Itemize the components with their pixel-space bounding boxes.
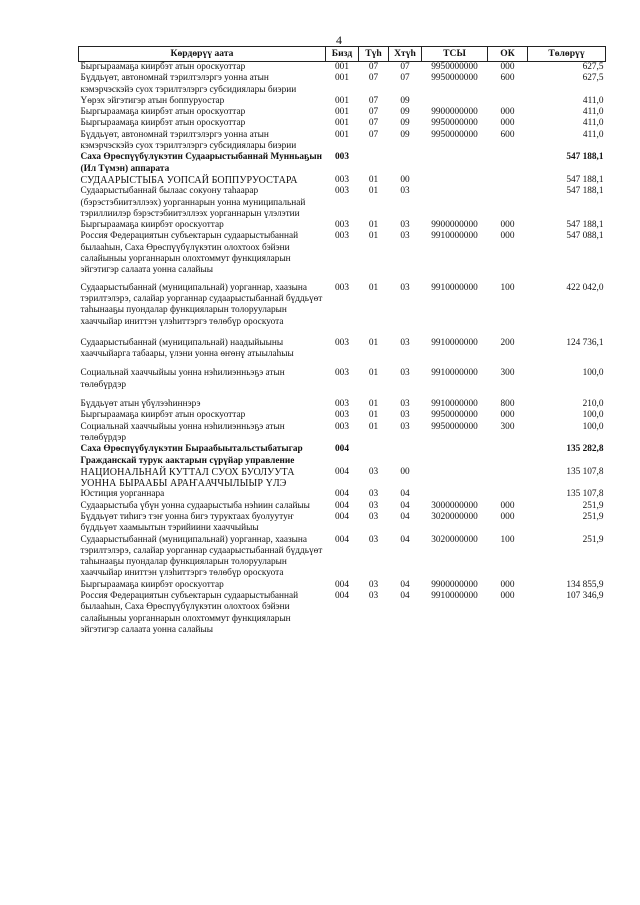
row-amount: 547 188,1 <box>566 186 604 197</box>
table-row <box>79 283 606 338</box>
row-bizd: 003 <box>335 152 349 163</box>
row-bizd: 003 <box>335 421 349 432</box>
row-tsy: 9910000000 <box>431 591 478 602</box>
row-tsy: 9910000000 <box>431 337 478 348</box>
row-ok <box>488 467 528 490</box>
row-htyh: 04 <box>400 579 410 590</box>
row-htyh: 00 <box>400 174 410 185</box>
row-amount: 422 042,0 <box>566 282 604 293</box>
row-name: Судаарыстыбаннай (муниципальнай) уорганнар, хаазына тэрилтэлэрэ, салайар уорганнар судаарыстыбаннай бүддьүөт таһынааҕы пуондалар функцияларын толорууларын хааччыйар иниттэн үлэһиттэргэ төлөбүр ороскуота <box>80 534 323 579</box>
row-name: Россия Федерациятын субъектарын судаарыстыбаннай былааһын, Саха Өрөспүүбүлүкэтин олохтоох бэйэни салайыныы уорганнарын олохтоммут функцияларын эйгэтигэр салаата уонна салайыы <box>80 231 299 276</box>
row-name: Саха Өрөспүүбүлүкэтин Быраабыытальстыбатыгар Гражданскай турук аактарын сүрүйар управление <box>80 444 303 466</box>
row-htyh: 03 <box>400 220 410 231</box>
row-htyh: 04 <box>400 500 410 511</box>
row-htyh: 03 <box>400 421 410 432</box>
row-tsy: 3020000000 <box>431 534 478 545</box>
row-htyh: 09 <box>400 118 410 129</box>
row-amount: 251,9 <box>582 534 604 545</box>
row-tyh: 01 <box>368 337 379 348</box>
row-amount: 547 188,1 <box>566 220 604 231</box>
row-bizd: 003 <box>335 174 349 185</box>
row-bizd: 003 <box>335 410 349 421</box>
row-amount: 411,0 <box>582 107 604 118</box>
row-name: Быргыраамаҕа киирбэт ороскуоттар <box>80 579 224 590</box>
row-tsy <box>422 152 488 175</box>
row-bizd: 001 <box>335 95 349 106</box>
row-htyh: 03 <box>400 399 410 410</box>
table-row <box>79 467 606 490</box>
row-bizd: 004 <box>335 591 349 602</box>
row-amount: 627,5 <box>582 73 604 84</box>
row-htyh: 09 <box>400 95 410 106</box>
table-row <box>79 591 606 636</box>
row-tyh: 01 <box>368 231 379 242</box>
row-amount: 135 107,8 <box>566 489 604 500</box>
table-body <box>79 62 606 637</box>
header-tol: Төлөрүү <box>528 47 606 62</box>
row-amount: 547 188,1 <box>566 152 604 163</box>
row-name: Быргыраамаҕа киирбэт атын ороскуоттар <box>80 62 246 72</box>
row-name: Үөрэх эйгэтигэр атын боппуруостар <box>80 95 225 106</box>
row-bizd: 004 <box>335 511 349 522</box>
row-name: Бүддьүөт, автономнай тэрилтэлэргэ уонна атын кэмэрчэскэйэ суох тэрилтэлэргэ субсидиялары биэрии <box>80 73 297 95</box>
row-bizd: 003 <box>335 231 349 242</box>
row-tyh: 07 <box>368 95 379 106</box>
row-amount: 134 855,9 <box>566 579 604 590</box>
table-row <box>79 186 606 220</box>
row-tyh: 03 <box>368 500 379 511</box>
row-ok: 300 <box>500 421 515 432</box>
row-ok: 000 <box>500 410 515 421</box>
row-tyh <box>359 152 389 175</box>
table-row <box>79 152 606 175</box>
row-amount: 251,9 <box>582 500 604 511</box>
row-tsy: 9910000000 <box>431 231 478 242</box>
table-row <box>79 512 606 535</box>
row-ok: 000 <box>500 579 515 590</box>
table-header-row <box>79 47 606 62</box>
table-row <box>79 130 606 153</box>
row-bizd: 001 <box>335 118 349 129</box>
row-htyh: 03 <box>400 410 410 421</box>
row-ok: 000 <box>500 231 515 242</box>
header-tyh: Түһ <box>359 47 389 62</box>
row-tyh: 07 <box>368 107 379 118</box>
row-htyh: 09 <box>400 107 410 118</box>
row-name: Судаарыстыбаннай (муниципальнай) уорганнар, хаазына тэрилтэлэрэ, салайар уорганнар судаарыстыбаннай бүддьүөт таһынааҕы пуондалар функцияларын толорууларын хааччыйар иниттэн үлэһиттэргэ төлөбүр ороскуота <box>80 282 323 327</box>
row-name: Судаарыстыбаннай (муниципальнай) наадыйыыны хааччыйарга табаары, үлэни уонна өҥөнү атыылаһыы <box>80 337 294 360</box>
header-name: Көрдөрүү аата <box>79 47 326 62</box>
row-htyh: 04 <box>400 511 410 522</box>
row-name: Быргыраамаҕа киирбэт атын ороскуоттар <box>80 107 246 118</box>
table-row <box>79 399 606 410</box>
row-amount: 107 346,9 <box>566 591 604 602</box>
row-amount: 547 088,1 <box>566 231 604 242</box>
row-bizd: 004 <box>335 466 349 477</box>
table-row <box>79 231 606 282</box>
header-tsy: ТСЫ <box>422 47 488 62</box>
table-row <box>79 422 606 445</box>
row-amount: 124 736,1 <box>566 337 604 348</box>
row-tyh: 07 <box>368 73 379 84</box>
row-tsy: 9910000000 <box>431 399 478 410</box>
row-htyh: 07 <box>400 62 410 72</box>
row-tyh: 03 <box>368 579 379 590</box>
row-ok: 000 <box>500 107 515 118</box>
row-tsy: 9950000000 <box>431 421 478 432</box>
row-amount: 547 188,1 <box>566 174 604 185</box>
row-ok: 600 <box>500 129 515 140</box>
row-ok: 000 <box>500 500 515 511</box>
row-tsy <box>422 186 488 220</box>
row-amount: 100,0 <box>582 410 604 421</box>
row-ok: 000 <box>500 220 515 231</box>
row-name: Бүддьүөт, автономнай тэрилтэлэргэ уонна атын кэмэрчэскэйэ суох тэрилтэлэргэ субсидиялары биэрии <box>80 129 297 152</box>
row-name: Судаарыстыбаннай былаас сокуону таһаарар (бэрэстэбиитэллээх) уорганнарын уонна муниципальнай тэриллиилэр бэрэстэбиитэллээх уорганнарын үлэлэтии <box>80 186 306 219</box>
header-bizd: Бизд <box>326 47 359 62</box>
row-tsy <box>422 175 488 186</box>
row-tsy <box>422 96 488 107</box>
row-ok <box>488 96 528 107</box>
row-ok: 200 <box>500 337 515 348</box>
row-htyh: 03 <box>400 282 410 293</box>
row-bizd: 003 <box>335 282 349 293</box>
row-bizd: 001 <box>335 129 349 140</box>
row-bizd: 001 <box>335 62 349 72</box>
row-tsy <box>422 467 488 490</box>
row-tyh: 07 <box>368 62 379 72</box>
row-bizd: 004 <box>335 579 349 590</box>
row-tyh: 01 <box>368 282 379 293</box>
row-ok <box>488 175 528 186</box>
table-row <box>79 489 606 500</box>
row-tyh: 03 <box>368 489 379 500</box>
table-row <box>79 338 606 369</box>
row-ok <box>488 152 528 175</box>
row-name: Социальнай хааччыйыы уонна нэһилиэнньэҕэ атын төлөбүрдэр <box>80 421 285 443</box>
row-amount: 411,0 <box>582 118 604 129</box>
row-htyh: 00 <box>400 466 410 477</box>
row-name: Судаарыстыба үбүн уонна судаарыстыба нэһиин салайыы <box>80 500 310 511</box>
row-name: Быргыраамаҕа киирбэт атын ороскуоттар <box>80 410 246 421</box>
row-ok: 000 <box>500 511 515 522</box>
row-bizd: 003 <box>335 368 349 379</box>
row-tyh: 01 <box>368 421 379 432</box>
row-bizd: 004 <box>335 444 349 455</box>
row-name: Бүддьүөт атын үбүлээһиннэрэ <box>80 399 201 410</box>
row-tyh: 01 <box>368 410 379 421</box>
row-name: НАЦИОНАЛЬНАЙ КУТТАЛ СУОХ БУОЛУУТА УОННА БЫРААБЫ АРАҤААЧЧЫЛЫЫР ҮЛЭ <box>80 466 295 490</box>
budget-table <box>78 46 606 636</box>
row-ok <box>488 489 528 500</box>
row-tyh: 03 <box>368 466 379 477</box>
row-tsy <box>422 444 488 467</box>
row-amount: 210,0 <box>582 399 604 410</box>
page-number: 4 <box>336 33 342 47</box>
row-amount: 100,0 <box>582 421 604 432</box>
row-tsy: 9900000000 <box>431 107 478 118</box>
row-tsy: 9950000000 <box>431 62 478 72</box>
row-name: Бүддьүөт тиһигэ тэҥ уонна бигэ туруктаах буолуутуҥ бүддьүөт хаамыытын тэрийиини хааччыйыы <box>80 511 294 534</box>
row-tsy: 3020000000 <box>431 511 478 522</box>
row-tsy: 9900000000 <box>431 579 478 590</box>
header-ok: ОК <box>488 47 528 62</box>
row-bizd: 001 <box>335 107 349 118</box>
row-htyh: 03 <box>400 337 410 348</box>
row-tyh: 01 <box>368 368 379 379</box>
table-row <box>79 368 606 399</box>
row-tsy: 9950000000 <box>431 410 478 421</box>
row-tsy: 9900000000 <box>431 220 478 231</box>
row-tyh: 03 <box>368 534 379 545</box>
row-tyh: 07 <box>368 129 379 140</box>
row-htyh: 07 <box>400 73 410 84</box>
row-ok: 100 <box>500 282 515 293</box>
row-tsy: 9950000000 <box>431 129 478 140</box>
row-name: СУДААРЫСТЫБА УОПСАЙ БОППУРУОСТАРА <box>80 174 298 186</box>
row-tsy: 9910000000 <box>431 282 478 293</box>
table-row <box>79 96 606 107</box>
row-bizd: 001 <box>335 73 349 84</box>
row-bizd: 003 <box>335 399 349 410</box>
row-tsy: 3000000000 <box>431 500 478 511</box>
row-bizd: 004 <box>335 534 349 545</box>
row-tsy <box>422 489 488 500</box>
row-htyh: 03 <box>400 186 410 197</box>
row-name: Быргыраамаҕа киирбэт ороскуоттар <box>80 220 224 231</box>
row-amount: 411,0 <box>582 129 604 140</box>
table-row <box>79 501 606 512</box>
table-row <box>79 73 606 96</box>
row-ok: 100 <box>500 534 515 545</box>
row-ok: 800 <box>500 399 515 410</box>
table-row <box>79 107 606 118</box>
row-tyh: 03 <box>368 591 379 602</box>
table-row <box>79 118 606 129</box>
row-bizd: 004 <box>335 500 349 511</box>
table-row <box>79 220 606 231</box>
row-htyh: 09 <box>400 129 410 140</box>
row-amount: 411,0 <box>582 95 604 106</box>
row-name: Россия Федерациятын субъектарын судаарыстыбаннай былааһын, Саха Өрөспүүбүлүкэтин олохтоох бэйэни салайыныы уорганнарын олохтоммут функцияларын эйгэтигэр салаата уонна салайыы <box>80 591 299 635</box>
row-ok: 000 <box>500 591 515 602</box>
header-htyh: Хтүһ <box>389 47 422 62</box>
row-tyh: 01 <box>368 174 379 185</box>
table-row <box>79 535 606 580</box>
row-bizd: 004 <box>335 489 349 500</box>
row-tyh: 07 <box>368 118 379 129</box>
table-row <box>79 444 606 467</box>
row-name: Социальнай хааччыйыы уонна нэһилиэнньэҕэ атын төлөбүрдэр <box>80 368 285 390</box>
row-htyh: 04 <box>400 489 410 500</box>
row-htyh <box>389 152 422 175</box>
row-bizd: 003 <box>335 337 349 348</box>
row-tyh: 01 <box>368 186 379 197</box>
row-htyh: 04 <box>400 591 410 602</box>
row-amount: 135 282,8 <box>566 444 604 455</box>
table-row <box>79 62 606 74</box>
row-amount: 251,9 <box>582 511 604 522</box>
row-tyh: 03 <box>368 511 379 522</box>
row-tyh: 01 <box>368 399 379 410</box>
row-bizd: 003 <box>335 220 349 231</box>
row-tsy: 9910000000 <box>431 368 478 379</box>
row-ok: 600 <box>500 73 515 84</box>
row-tsy: 9950000000 <box>431 73 478 84</box>
row-ok: 300 <box>500 368 515 379</box>
row-ok <box>488 444 528 467</box>
row-htyh: 03 <box>400 231 410 242</box>
row-htyh: 03 <box>400 368 410 379</box>
table-row <box>79 175 606 186</box>
row-htyh: 04 <box>400 534 410 545</box>
table-row <box>79 410 606 421</box>
row-name: Юстиция уорганнара <box>80 489 165 500</box>
row-amount: 100,0 <box>582 368 604 379</box>
row-ok: 000 <box>500 62 515 72</box>
row-name: Саха Өрөспүүбүлүкэтин Судаарыстыбаннай Мунньаҕын (Ил Түмэн) аппарата <box>80 152 323 174</box>
row-amount: 135 107,8 <box>566 466 604 477</box>
row-tsy: 9950000000 <box>431 118 478 129</box>
row-ok <box>488 186 528 220</box>
row-amount: 627,5 <box>582 62 604 72</box>
row-bizd: 003 <box>335 186 349 197</box>
row-ok: 000 <box>500 118 515 129</box>
table-row <box>79 580 606 591</box>
row-htyh <box>389 444 422 467</box>
row-tyh: 01 <box>368 220 379 231</box>
row-name: Быргыраамаҕа киирбэт атын ороскуоттар <box>80 118 246 129</box>
row-tyh <box>359 444 389 467</box>
